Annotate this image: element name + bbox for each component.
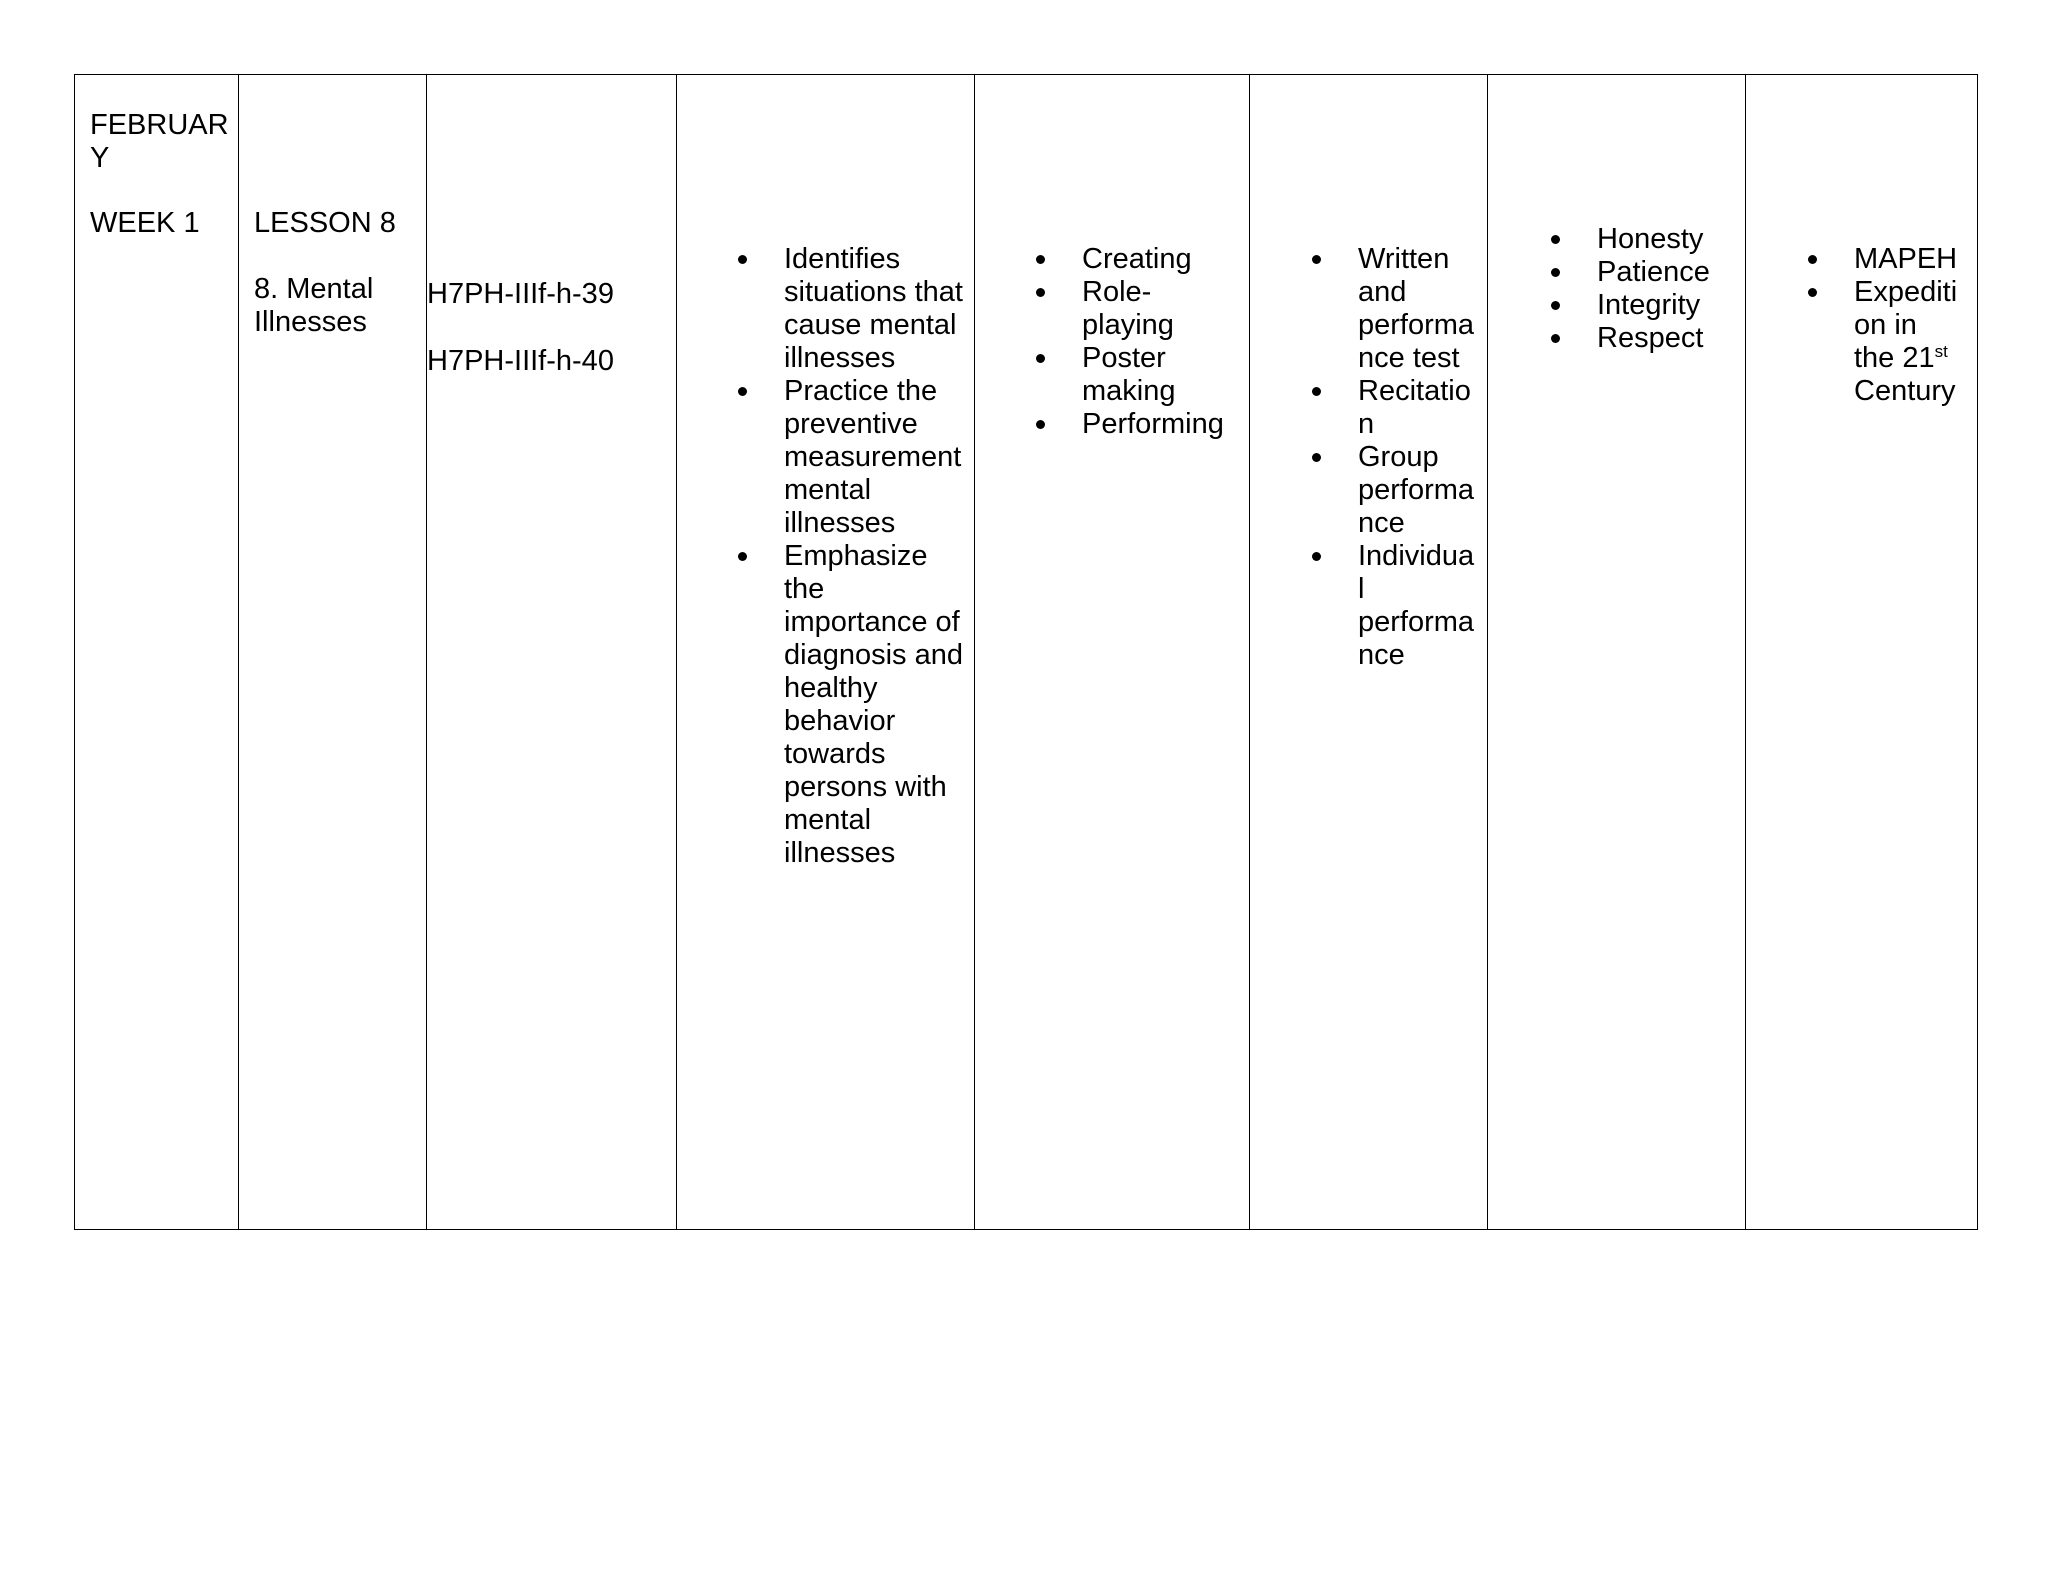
list-item: Honesty xyxy=(1597,223,1710,256)
bullet-icon xyxy=(738,387,747,396)
bullet-icon xyxy=(738,552,747,561)
list-item: Integrity xyxy=(1597,289,1710,322)
objectives-list xyxy=(784,243,963,870)
activities-list xyxy=(1082,243,1224,441)
list-item: MAPEH xyxy=(1854,243,1957,276)
bullet-icon xyxy=(1551,334,1560,343)
list-item: Emphasize the importance of diagnosis and healthy behavior towards persons with mental illnesses xyxy=(784,540,963,870)
lesson-number: LESSON 8 xyxy=(254,207,396,239)
bullet-icon xyxy=(1312,552,1321,561)
bullet-icon xyxy=(1551,268,1560,277)
bullet-icon xyxy=(1036,354,1045,363)
assessment-list xyxy=(1358,243,1474,672)
list-item: Role- playing xyxy=(1082,276,1224,342)
objectives-cell xyxy=(677,75,975,1229)
values-list xyxy=(1597,223,1710,355)
list-item: Expediti on in the 21st Century xyxy=(1854,276,1957,408)
resources-cell xyxy=(1746,75,1979,1229)
bullet-icon xyxy=(1036,255,1045,264)
assessment-cell xyxy=(1250,75,1488,1229)
week-label: WEEK 1 xyxy=(90,207,200,239)
list-item: Identifies situations that cause mental illnesses xyxy=(784,243,963,375)
list-item: Patience xyxy=(1597,256,1710,289)
list-item: Respect xyxy=(1597,322,1710,355)
resources-list xyxy=(1854,243,1957,408)
activities-cell xyxy=(975,75,1250,1229)
list-item: Performing xyxy=(1082,408,1224,441)
list-item: Group performa nce xyxy=(1358,441,1474,540)
bullet-icon xyxy=(738,255,747,264)
bullet-icon xyxy=(1808,255,1817,264)
list-item: Recitatio n xyxy=(1358,375,1474,441)
list-item: Poster making xyxy=(1082,342,1224,408)
bullet-icon xyxy=(1036,420,1045,429)
bullet-icon xyxy=(1312,255,1321,264)
competency-code-2: H7PH-IIIf-h-40 xyxy=(427,345,614,377)
bullet-icon xyxy=(1551,301,1560,310)
bullet-icon xyxy=(1551,235,1560,244)
competency-code-1: H7PH-IIIf-h-39 xyxy=(427,278,614,310)
values-cell xyxy=(1488,75,1746,1229)
bullet-icon xyxy=(1808,288,1817,297)
month-week-cell xyxy=(75,75,239,1229)
lesson-title: 8. Mental Illnesses xyxy=(254,273,374,338)
list-item: Creating xyxy=(1082,243,1224,276)
list-item: Individua l performa nce xyxy=(1358,540,1474,672)
month-label: FEBRUAR Y xyxy=(90,109,229,174)
list-item: Practice the preventive measurement mental illnesses xyxy=(784,375,963,540)
lesson-cell xyxy=(239,75,427,1229)
bullet-icon xyxy=(1312,453,1321,462)
competency-code-cell xyxy=(427,75,677,1229)
bullet-icon xyxy=(1036,288,1045,297)
lesson-plan-table xyxy=(74,74,1978,1230)
list-item: Written and performa nce test xyxy=(1358,243,1474,375)
bullet-icon xyxy=(1312,387,1321,396)
